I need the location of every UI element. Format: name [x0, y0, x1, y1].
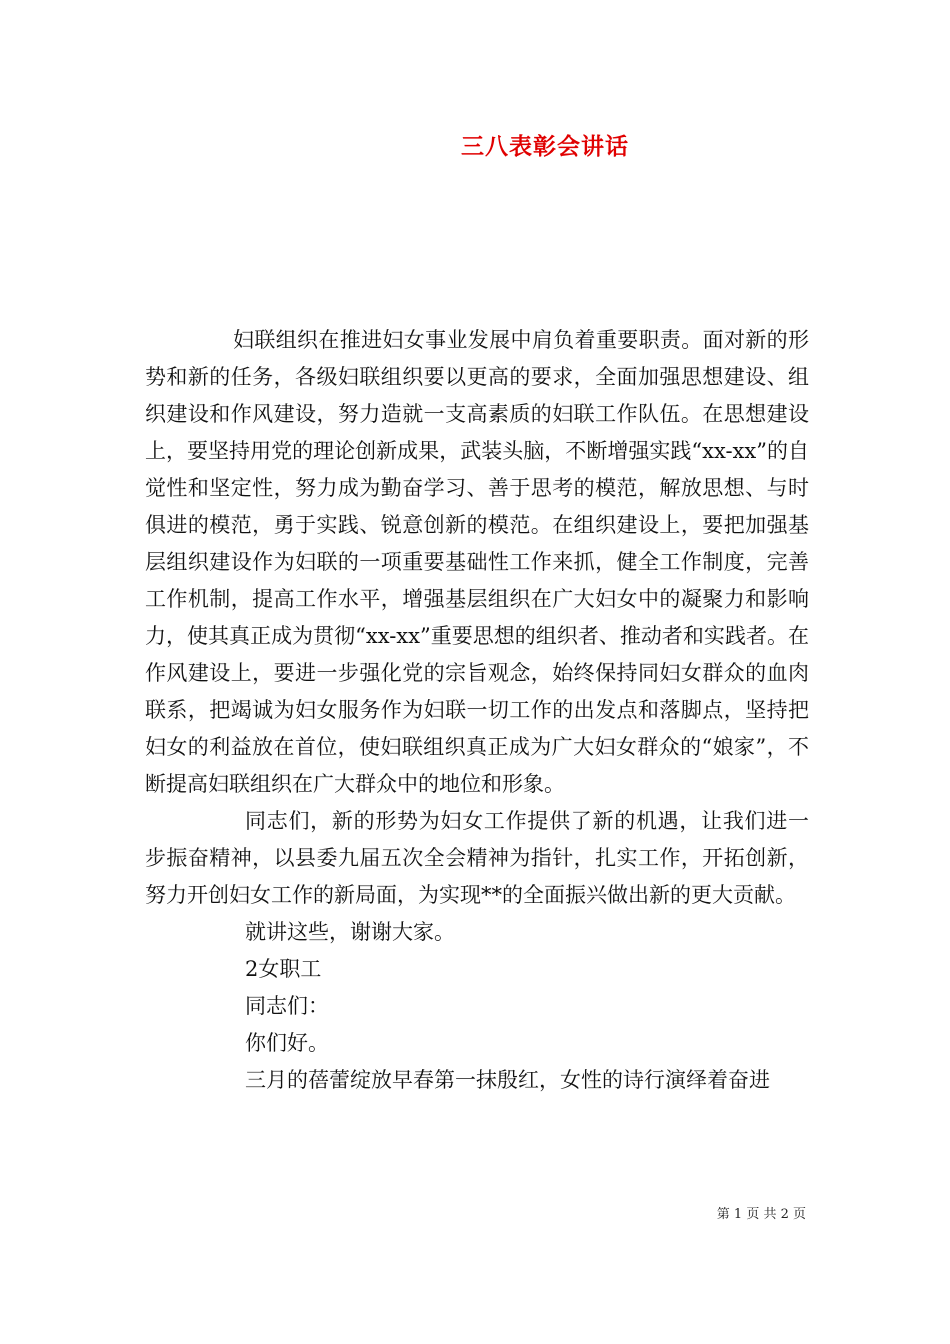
- document-title: 三八表彰会讲话: [461, 134, 629, 160]
- paragraph-women-federation-duties: 妇联组织在推进妇女事业发展中肩负着重要职责。面对新的形势和新的任务，各级妇联组织要以更高的要求，全面加强思想建设、组织建设和作风建设，努力造就一支高素质的妇联工作队伍。在思想建设上，要坚持用党的理论创新成果，武装头脑，不断增强实践“xx-xx”的自觉性和坚定性，努力成为勤奋学习、善于思考的模范，解放思想、与时俱进的模范，勇于实践、锐意创新的模范。在组织建设上，要把加强基层组织建设作为妇联的一项重要基础性工作来抓，健全工作制度，完善工作机制，提高工作水平，增强基层组织在广大妇女中的凝聚力和影响力，使其真正成为贯彻“xx-xx”重要思想的组织者、推动者和实践者。在作风建设上，要进一步强化党的宗旨观念，始终保持同妇女群众的血肉联系，把竭诚为妇女服务作为妇联一切工作的出发点和落脚点，坚持把妇女的利益放在首位，使妇联组织真正成为广大妇女群众的“娘家”，不断提高妇联组织在广大群众中的地位和形象。: [145, 328, 809, 796]
- page-number-footer: 第 1 页 共 2 页: [716, 1207, 806, 1222]
- paragraph-new-situation: 同志们，新的形势为妇女工作提供了新的机遇，让我们进一步振奋精神，以县委九届五次全会精神为指针，扎实工作，开拓创新，努力开创妇女工作的新局面，为实现**的全面振兴做出新的更大贡献。: [145, 809, 809, 907]
- greeting-hello: 你们好。: [245, 1031, 329, 1055]
- section-heading-female-workers: 2女职工: [245, 957, 322, 981]
- salutation-comrades: 同志们：: [245, 994, 329, 1018]
- paragraph-closing-thanks: 就讲这些，谢谢大家。: [245, 920, 455, 944]
- paragraph-march-opening: 三月的蓓蕾绽放早春第一抹殷红，女性的诗行演绎着奋进: [245, 1068, 770, 1092]
- document-body: [145, 322, 809, 1099]
